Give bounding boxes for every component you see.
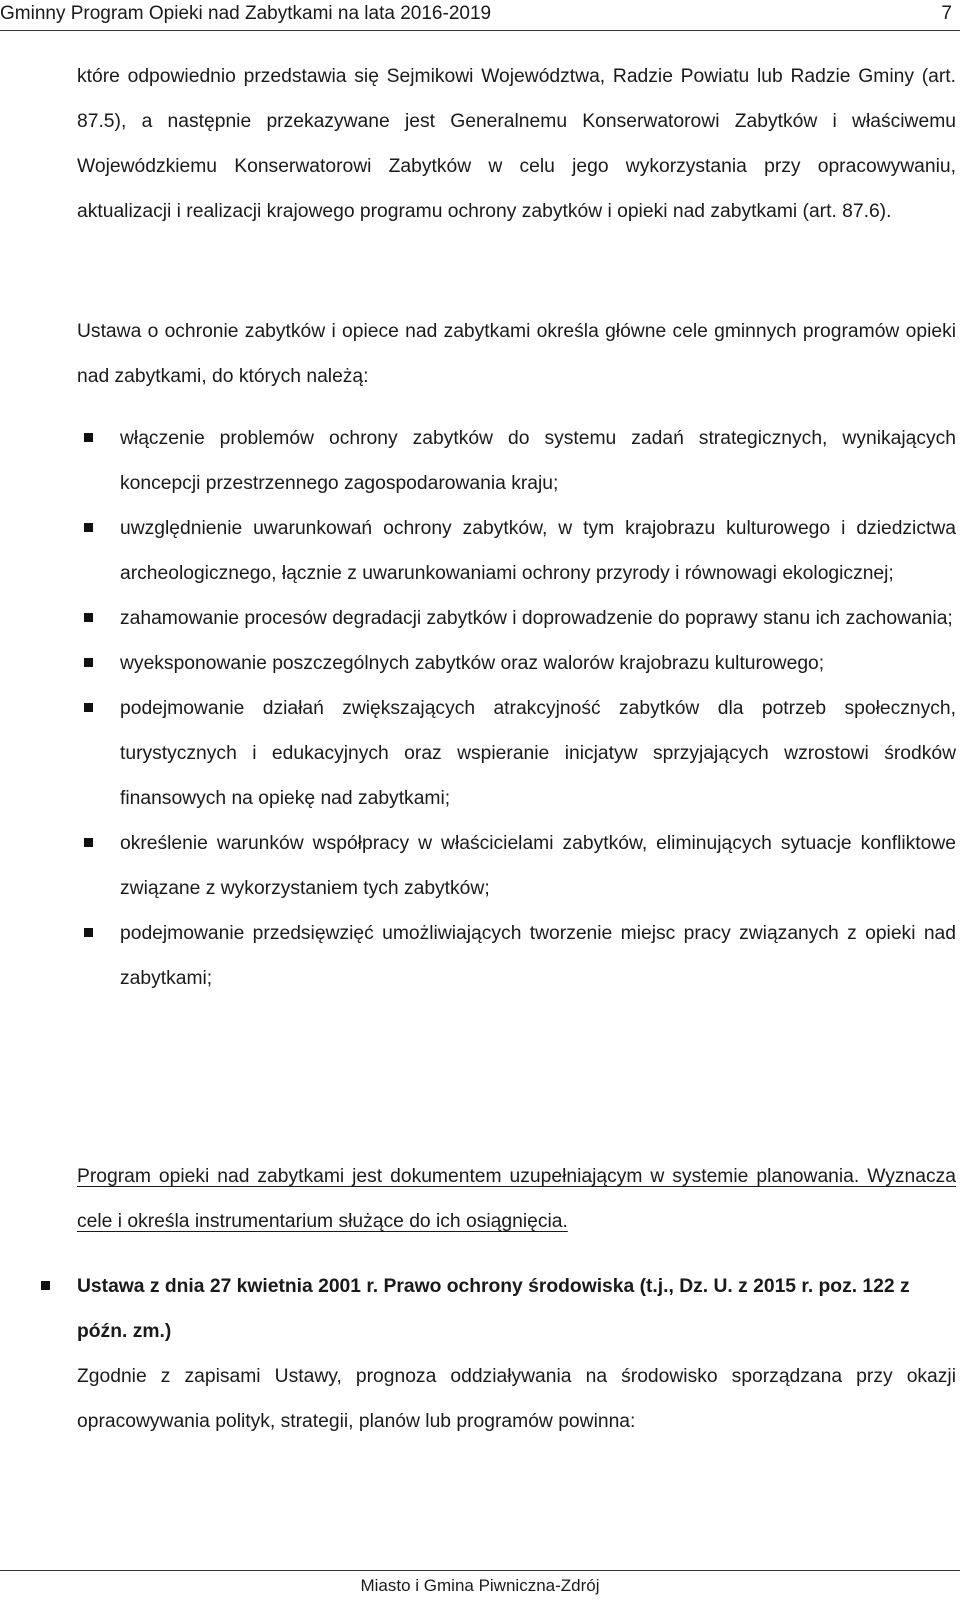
list-item [80,641,956,686]
paragraph-environment-forecast: Zgodnie z zapisami Ustawy, prognoza oddziaływania na środowisko sporządzana przy okazji opracowywania polityk, strategii, planów lub programów powinna: [77,1366,956,1432]
page-footer [0,1570,960,1597]
document-title: Gminny Program Opieki nad Zabytkami na lata 2016-2019 [0,3,492,24]
list-item [80,821,956,911]
bullet-square-icon [84,433,93,442]
footer-text: Miasto i Gmina Piwniczna-Zdrój [360,1576,600,1595]
law-reference-item [37,1264,956,1354]
paragraph-program-summary: Program opieki nad zabytkami jest dokumentem uzupełniającym w systemie planowania. Wyznacza cele i określa instrumentarium służące do ich osiągnięcia. [77,1166,956,1232]
list-item-text: uwzględnienie uwarunkowań ochrony zabytków, w tym krajobrazu kulturowego i dziedzictwa archeologicznego, łącznie z uwarunkowaniami ochrony przyrody i równowagi ekologicznej; [120,518,956,584]
list-item-text: podejmowanie przedsięwzięć umożliwiających tworzenie miejsc pracy związanych z opieki nad zabytkami; [120,923,956,989]
bullet-square-icon [84,523,93,532]
list-item [80,416,956,506]
law-reference-text: Ustawa z dnia 27 kwietnia 2001 r. Prawo ochrony środowiska (t.j., Dz. U. z 2015 r. poz. 122 z późn. zm.) [77,1276,910,1342]
bullet-square-icon [84,703,93,712]
bullet-square-icon [84,613,93,622]
paragraph-intro: które odpowiednio przedstawia się Sejmikowi Województwa, Radzie Powiatu lub Radzie Gminy (art. 87.5), a następnie przekazywane jest Generalnemu Konserwatorowi Zabytków i właściwemu Wojewódzkiemu Konserwatorowi Zabytków w celu jego wykorzystania przy opracowywaniu, aktualizacji i realizacji krajowego programu ochrony zabytków i opieki nad zabytkami (art. 87.6). [77,66,956,222]
page-header [0,0,960,31]
list-item-text: włączenie problemów ochrony zabytków do systemu zadań strategicznych, wynikających koncepcji przestrzennego zagospodarowania kraju; [120,428,956,494]
list-item-text: zahamowanie procesów degradacji zabytków i doprowadzenie do poprawy stanu ich zachowania; [120,608,953,629]
bullet-square-icon [84,658,93,667]
bullet-square-icon [41,1281,50,1290]
bullet-square-icon [84,838,93,847]
bullet-square-icon [84,928,93,937]
list-item-text: wyeksponowanie poszczególnych zabytków oraz walorów krajobrazu kulturowego; [120,653,825,674]
list-item [80,596,956,641]
paragraph-goals-lead: Ustawa o ochronie zabytków i opiece nad zabytkami określa główne cele gminnych programów opieki nad zabytkami, do których należą: [77,321,956,387]
page-number: 7 [941,3,952,24]
goals-list [80,416,956,1001]
list-item [80,506,956,596]
list-item [80,911,956,1001]
list-item-text: podejmowanie działań zwiększających atrakcyjność zabytków dla potrzeb społecznych, turystycznych i edukacyjnych oraz wspieranie inicjatyw sprzyjających wzrostowi środków finansowych na opiekę nad zabytkami; [120,698,956,809]
list-item-text: określenie warunków współpracy w właścicielami zabytków, eliminujących sytuacje konfliktowe związane z wykorzystaniem tych zabytków; [120,833,956,899]
list-item [80,686,956,821]
